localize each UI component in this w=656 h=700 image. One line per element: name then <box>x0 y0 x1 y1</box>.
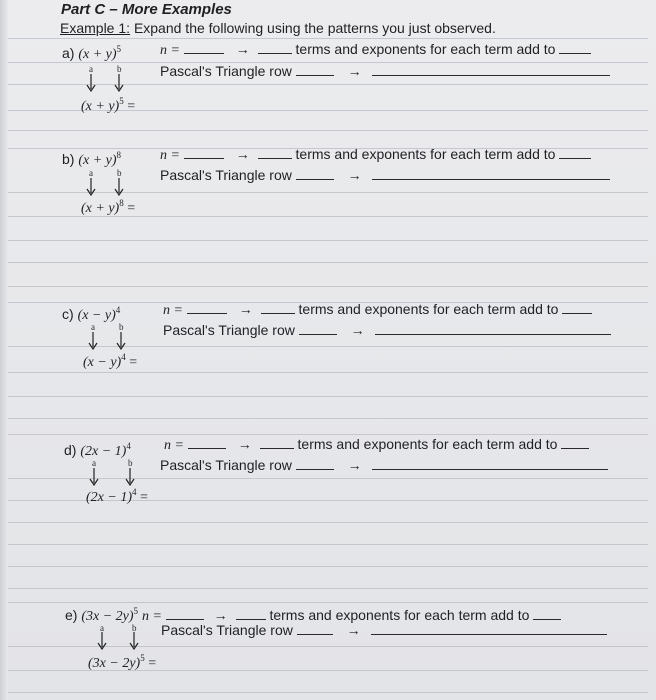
example-letter: b) <box>62 151 75 167</box>
instruction-line <box>60 20 496 36</box>
binomial-base: (x − y) <box>77 308 116 323</box>
term-count-blank[interactable] <box>236 608 266 620</box>
a-label: a <box>89 168 93 178</box>
down-arrow-icon <box>97 632 107 650</box>
exponent-sum-blank[interactable] <box>559 147 591 159</box>
binomial-base: (x + y) <box>78 47 117 62</box>
down-arrow-icon <box>114 74 124 92</box>
n-label: n = <box>160 148 180 163</box>
right-arrow-icon: → <box>347 63 362 79</box>
expansion-base: (x + y) <box>81 201 120 216</box>
binomial <box>80 441 131 459</box>
binomial <box>77 305 121 323</box>
pascal-row-values-blank[interactable] <box>372 458 608 470</box>
exponent-sum-blank[interactable] <box>562 302 592 314</box>
n-answer-blank[interactable] <box>187 302 227 314</box>
binomial-exponent: 4 <box>115 305 121 315</box>
expansion-line <box>88 650 156 672</box>
expansion-base: (x + y) <box>81 99 120 114</box>
right-arrow-icon: → <box>235 41 250 57</box>
n-label: n = <box>160 43 180 58</box>
example-label: Example 1: <box>60 20 131 36</box>
pascal-label: Pascal's Triangle row <box>160 457 292 473</box>
right-arrow-icon: → <box>235 146 250 162</box>
term-count-blank[interactable] <box>261 302 295 314</box>
exponent-sum-blank[interactable] <box>561 437 589 449</box>
expansion-exponent: 4 <box>132 487 137 497</box>
pascal-row-blank[interactable] <box>299 323 337 335</box>
b-label: b <box>119 322 124 332</box>
terms-text: terms and exponents for each term add to <box>298 301 559 317</box>
terms-text: terms and exponents for each term add to <box>295 41 556 57</box>
pascal-label: Pascal's Triangle row <box>160 167 292 183</box>
pascal-line <box>160 167 610 183</box>
binomial-base: (x + y) <box>78 153 117 168</box>
example-letter: c) <box>62 306 74 322</box>
page-edge-shadow <box>0 0 8 700</box>
n-answer-blank[interactable] <box>184 42 224 54</box>
pascal-row-blank[interactable] <box>296 458 334 470</box>
expansion-base: (x − y) <box>83 355 122 370</box>
example-letter: a) <box>62 45 75 61</box>
n-line <box>160 146 591 164</box>
exponent-sum-blank[interactable] <box>533 608 561 620</box>
n-label: n = <box>141 609 162 624</box>
a-label: a <box>89 64 93 74</box>
n-label: n = <box>164 438 184 453</box>
pascal-row-values-blank[interactable] <box>372 64 610 76</box>
expansion-line <box>81 195 135 217</box>
right-arrow-icon: → <box>350 322 365 338</box>
n-answer-blank[interactable] <box>166 608 204 620</box>
binomial-exponent: 5 <box>116 44 122 54</box>
pascal-row-blank[interactable] <box>296 64 334 76</box>
a-label: a <box>92 458 96 468</box>
term-count-blank[interactable] <box>260 437 294 449</box>
terms-text: terms and exponents for each term add to <box>269 607 530 623</box>
section-title: Part C – More Examples <box>61 1 232 18</box>
pascal-row-blank[interactable] <box>297 623 333 635</box>
n-answer-blank[interactable] <box>184 147 224 159</box>
expansion-base: (2x − 1) <box>86 490 132 505</box>
b-label: b <box>117 64 122 74</box>
n-line <box>163 301 592 319</box>
equals-sign: = <box>148 656 157 671</box>
n-line <box>164 436 589 454</box>
equals-sign: = <box>140 490 148 505</box>
pascal-row-values-blank[interactable] <box>375 323 611 335</box>
a-label: a <box>91 322 95 332</box>
expansion-exponent: 8 <box>119 198 124 208</box>
example-a-problem <box>62 41 121 63</box>
pascal-row-values-blank[interactable] <box>371 623 607 635</box>
down-arrow-icon <box>129 632 139 650</box>
down-arrow-icon <box>86 178 96 196</box>
down-arrow-icon <box>114 178 124 196</box>
terms-text: terms and exponents for each term add to <box>297 436 558 452</box>
expansion-exponent: 5 <box>140 653 145 663</box>
instruction-text: Expand the following using the patterns you just observed. <box>133 20 496 36</box>
right-arrow-icon: → <box>238 301 253 317</box>
right-arrow-icon: → <box>237 436 252 452</box>
binomial <box>81 606 139 624</box>
pascal-label: Pascal's Triangle row <box>163 322 295 338</box>
n-answer-blank[interactable] <box>188 437 226 449</box>
equals-sign: = <box>127 201 136 216</box>
binomial-base: (2x − 1) <box>80 444 127 459</box>
binomial <box>78 44 122 62</box>
binomial-base: (3x − 2y) <box>81 609 134 624</box>
example-b-problem <box>62 147 121 169</box>
expansion-base: (3x − 2y) <box>88 656 141 671</box>
term-count-blank[interactable] <box>258 42 292 54</box>
exponent-sum-blank[interactable] <box>559 42 591 54</box>
pascal-line <box>160 63 610 79</box>
expansion-exponent: 4 <box>121 352 126 362</box>
pascal-row-values-blank[interactable] <box>372 168 610 180</box>
pascal-line <box>163 322 611 338</box>
down-arrow-icon <box>116 332 126 350</box>
binomial-exponent: 5 <box>133 606 139 616</box>
binomial <box>78 150 122 168</box>
example-letter: e) <box>65 607 78 623</box>
expansion-line <box>86 484 148 506</box>
example-c-problem <box>62 302 120 324</box>
equals-sign: = <box>129 355 138 370</box>
n-line <box>160 41 591 59</box>
pascal-label: Pascal's Triangle row <box>160 63 292 79</box>
binomial-exponent: 8 <box>116 150 122 160</box>
b-label: b <box>128 458 133 468</box>
terms-text: terms and exponents for each term add to <box>295 146 556 162</box>
pascal-line <box>161 622 607 638</box>
pascal-row-blank[interactable] <box>296 168 334 180</box>
right-arrow-icon: → <box>347 457 362 473</box>
term-count-blank[interactable] <box>258 147 292 159</box>
a-label: a <box>100 623 104 633</box>
b-label: b <box>117 168 122 178</box>
pascal-line <box>160 457 608 473</box>
pascal-label: Pascal's Triangle row <box>161 622 293 638</box>
right-arrow-icon: → <box>213 607 228 623</box>
expansion-line <box>83 349 137 371</box>
binomial-exponent: 4 <box>126 441 131 451</box>
n-label: n = <box>163 303 183 318</box>
example-d-problem <box>64 438 131 460</box>
equals-sign: = <box>127 99 136 114</box>
right-arrow-icon: → <box>346 622 361 638</box>
down-arrow-icon <box>86 74 96 92</box>
down-arrow-icon <box>88 332 98 350</box>
expansion-exponent: 5 <box>119 96 124 106</box>
example-letter: d) <box>64 442 77 458</box>
expansion-line <box>81 93 135 115</box>
right-arrow-icon: → <box>347 167 362 183</box>
b-label: b <box>132 623 137 633</box>
